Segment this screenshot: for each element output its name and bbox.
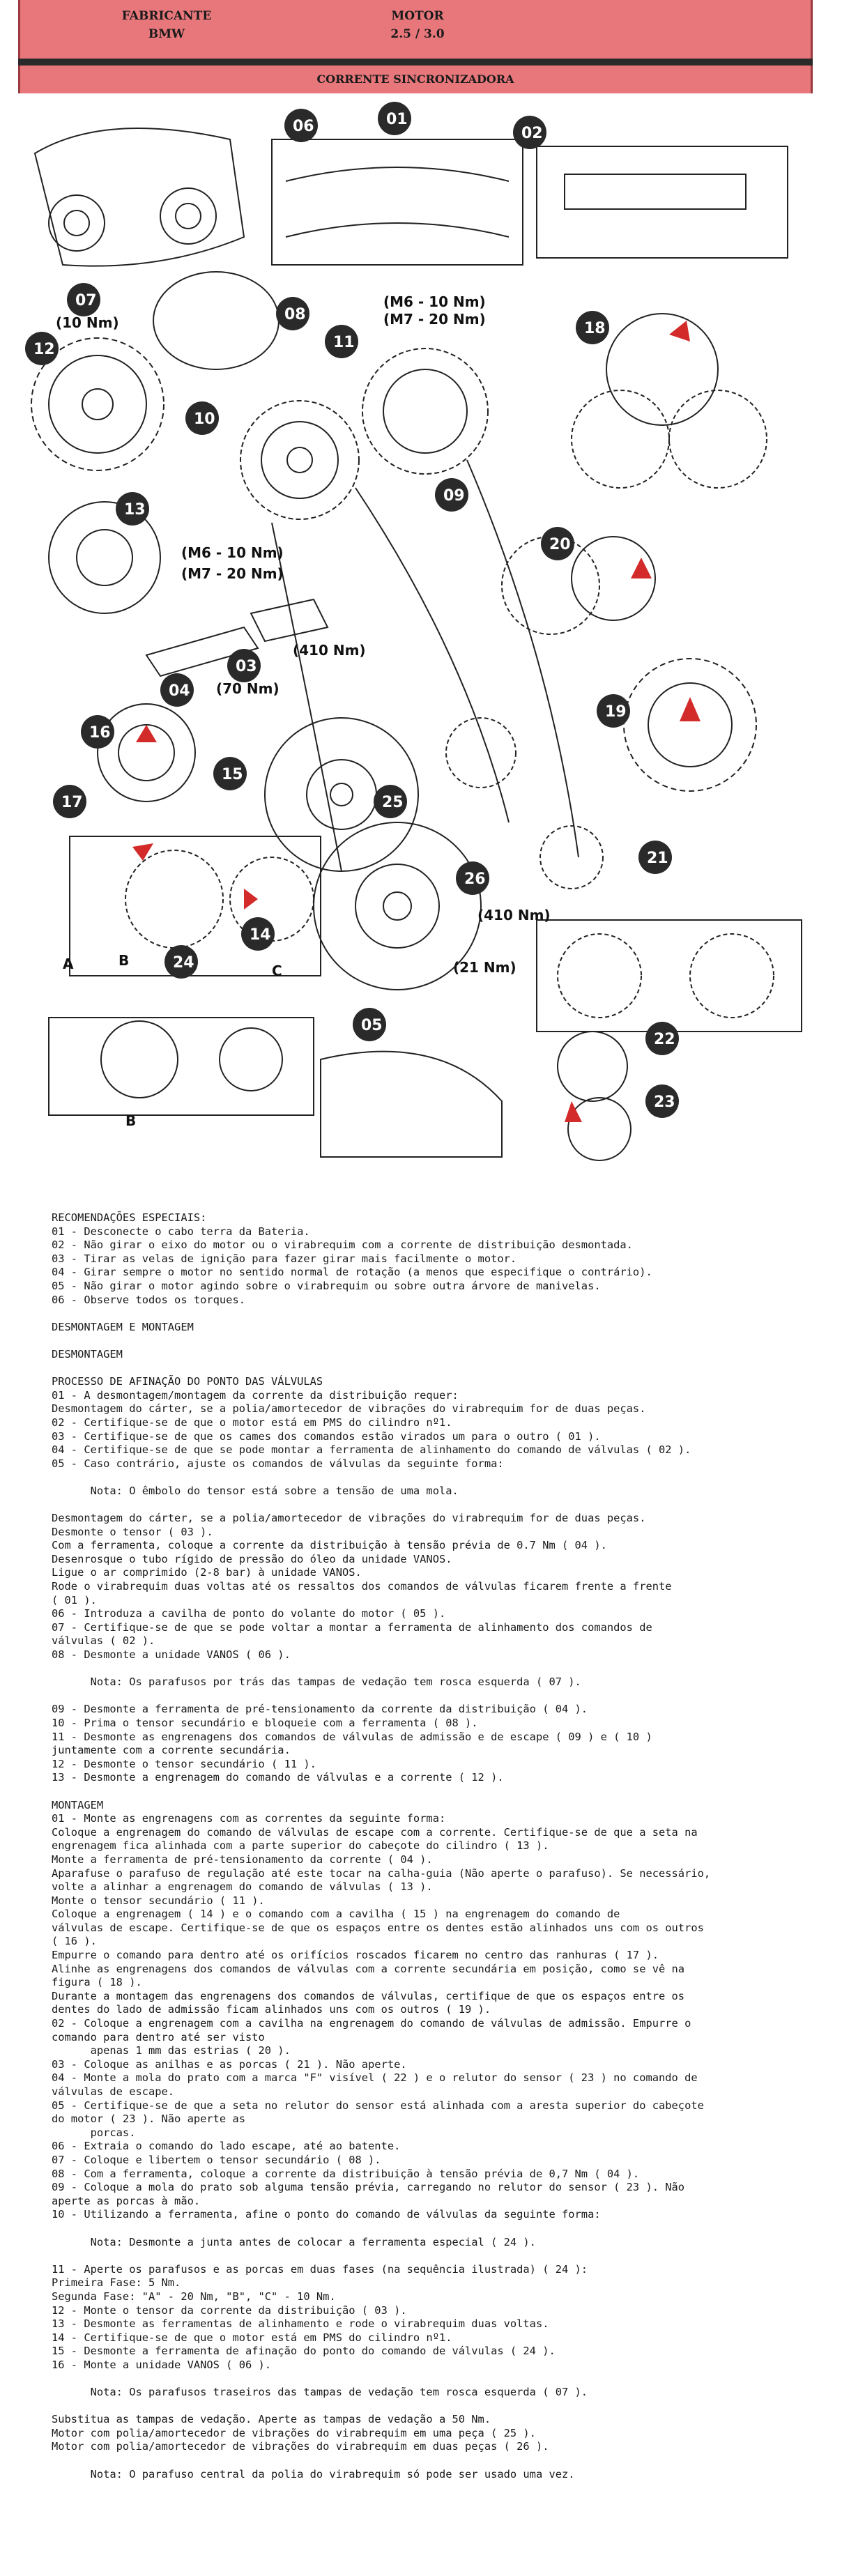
callout-01	[378, 102, 411, 135]
text-line: 01 - Monte as engrenagens com as correntes da seguinte forma:	[52, 1812, 446, 1825]
letter-b-bottom: B	[125, 1112, 137, 1129]
text-line	[52, 2222, 818, 2236]
text-line: 03 - Coloque as anilhas e as porcas ( 21 ). Não aperte.	[52, 2057, 407, 2071]
callout-04	[160, 673, 194, 707]
text-line: 01 - A desmontagem/montagem da corrente da distribuição requer:	[52, 1388, 459, 1402]
text-line	[52, 2249, 818, 2263]
callout-03	[227, 649, 261, 682]
svg-text:15: 15	[222, 766, 243, 783]
callout-15	[213, 757, 247, 790]
callout-18	[576, 311, 609, 344]
text-line: PROCESSO DE AFINAÇÃO DO PONTO DAS VÁLVULAS	[52, 1375, 323, 1388]
text-line: Motor com polia/amortecedor de vibrações do virabrequim em uma peça ( 25 ).	[52, 2426, 536, 2439]
text-line: Desmontagem do cárter, se a polia/amortecedor de vibrações do virabrequim for de duas peças.	[52, 1512, 646, 1525]
callout-12	[25, 332, 59, 365]
text-line: Coloque a engrenagem do comando de válvulas de escape com a corrente. Certifique-se de que a seta na	[52, 1825, 698, 1839]
text-line: 04 - Girar sempre o motor no sentido normal de rotação (a menos que especifique o contrário).	[52, 1266, 652, 1279]
text-line: comando para dentro até ser visto	[52, 2030, 265, 2044]
manufacturer-value: BMW	[148, 27, 185, 41]
text-line: Com a ferramenta, coloque a corrente da distribuição à tensão prévia de 0.7 Nm ( 04 ).	[52, 1539, 607, 1552]
svg-text:18: 18	[584, 320, 606, 337]
svg-text:23: 23	[654, 1094, 675, 1111]
text-line: 11 - Desmonte as engrenagens dos comandos de válvulas de admissão e de escape ( 09 ) e ( 10 )	[52, 1730, 652, 1743]
svg-text:04: 04	[169, 682, 190, 700]
text-line: 09 - Desmonte a ferramenta de pré-tensionamento da corrente da distribuição ( 04 ).	[52, 1703, 588, 1716]
text-line: DESMONTAGEM E MONTAGEM	[52, 1320, 194, 1333]
timing-chain-diagram	[21, 98, 816, 1171]
text-line: Nota: Os parafusos por trás das tampas de vedação tem rosca esquerda ( 07 ).	[52, 1676, 581, 1689]
text-line: 09 - Coloque a mola do prato sob alguma tensão prévia, carregando no relutor do sensor ( 23 ). Não	[52, 2181, 685, 2194]
text-line	[52, 1471, 818, 1485]
svg-text:19: 19	[605, 703, 627, 721]
text-line: 05 - Certifique-se de que a seta no relutor do sensor está alinhada com a aresta superior do cabeçote	[52, 2099, 704, 2112]
text-line: Nota: Os parafusos traseiros das tampas de vedação tem rosca esquerda ( 07 ).	[52, 2386, 588, 2399]
text-line: 02 - Coloque a engrenagem com a cavilha na engrenagem do comando de válvulas de admissão. Empurre o	[52, 2017, 691, 2030]
text-line: 16 - Monte a unidade VANOS ( 06 ).	[52, 2358, 272, 2371]
svg-text:24: 24	[173, 954, 194, 972]
text-line: Substitua as tampas de vedação. Aperte as tampas de vedação a 50 Nm.	[52, 2413, 491, 2426]
text-line: engrenagem fica alinhada com a parte superior do cabeçote do cilindro ( 13 ).	[52, 1839, 549, 1853]
text-line: apenas 1 mm das estrias ( 20 ).	[52, 2044, 291, 2057]
text-line: Alinhe as engrenagens dos comandos de válvulas com a corrente secundária em posição, como se vê na	[52, 1962, 685, 1975]
text-line: Durante a montagem das engrenagens dos comandos de válvulas, certifique de que os espaços entre os	[52, 1989, 685, 2002]
callout-05	[353, 1008, 386, 1041]
text-line: Ligue o ar comprimido (2-8 bar) à unidade VANOS.	[52, 1566, 362, 1579]
text-line: 14 - Certifique-se de que o motor está em PMS do cilindro nº1.	[52, 2331, 452, 2344]
svg-text:21: 21	[647, 850, 668, 867]
text-line: juntamente com a corrente secundária.	[52, 1744, 291, 1757]
callout-19	[597, 694, 630, 728]
text-line: 06 - Extraia o comando do lado escape, até ao batente.	[52, 2140, 401, 2153]
torque-09-m6: (M6 - 10 Nm)	[383, 293, 486, 310]
callout-13	[116, 492, 149, 526]
text-line: porcas.	[52, 2126, 136, 2139]
text-line: 13 - Desmonte a engrenagem do comando de válvulas e a corrente ( 12 ).	[52, 1771, 504, 1784]
text-line: 07 - Certifique-se de que se pode voltar a montar a ferramenta de alinhamento dos comandos de	[52, 1620, 652, 1634]
text-line	[52, 1498, 818, 1512]
text-line: dentes do lado de admissão ficam alinhados uns com os outros ( 19 ).	[52, 2003, 491, 2016]
text-line: válvulas de escape.	[52, 2085, 175, 2098]
torque-07: (10 Nm)	[56, 314, 119, 331]
callout-22	[645, 1022, 679, 1055]
svg-text:07: 07	[75, 292, 97, 309]
text-line: Monte o tensor secundário ( 11 ).	[52, 1894, 265, 1907]
svg-text:12: 12	[33, 341, 55, 358]
text-line: 13 - Desmonte as ferramentas de alinhamento e rode o virabrequim duas voltas.	[52, 2317, 549, 2331]
text-line: ( 01 ).	[52, 1593, 97, 1607]
svg-text:13: 13	[124, 501, 146, 519]
text-line: 15 - Desmonte a ferramenta de afinação do ponto do comando de válvulas ( 24 ).	[52, 2345, 556, 2358]
text-line: 07 - Coloque e libertem o tensor secundário ( 08 ).	[52, 2153, 381, 2166]
text-line: Coloque a engrenagem ( 14 ) e o comando com a cavilha ( 15 ) na engrenagem do comando de	[52, 1908, 620, 1921]
text-line	[52, 1362, 818, 1376]
callout-09	[435, 478, 468, 512]
text-line: Desmontagem do cárter, se a polia/amortecedor de vibrações do virabrequim for de duas peças.	[52, 1402, 646, 1416]
callout-02	[513, 116, 546, 149]
text-line: Nota: Desmonte a junta antes de colocar a ferramenta especial ( 24 ).	[52, 2235, 536, 2248]
callout-20	[541, 527, 574, 560]
torque-03: (70 Nm)	[216, 680, 280, 697]
text-line	[52, 1785, 818, 1799]
text-line: válvulas de escape. Certifique-se de que os espaços entre os dentes estão alinhados uns com os outros	[52, 1921, 704, 1934]
text-line: 12 - Desmonte o tensor secundário ( 11 ).	[52, 1757, 316, 1770]
text-line: Aparafuse o parafuso de regulação até este tocar na calha-guia (Não aperte o parafuso). Se necessário,	[52, 1866, 711, 1880]
callout-16	[81, 715, 114, 749]
svg-text:05: 05	[361, 1017, 383, 1034]
text-line: Rode o virabrequim duas voltas até os ressaltos dos comandos de válvulas ficarem frente a frente	[52, 1580, 672, 1593]
torque-13-m6: (M6 - 10 Nm)	[181, 544, 284, 561]
text-line: Nota: O êmbolo do tensor está sobre a tensão de uma mola.	[52, 1484, 459, 1497]
svg-text:01: 01	[386, 111, 408, 128]
svg-text:09: 09	[443, 487, 465, 505]
svg-text:26: 26	[464, 871, 486, 888]
procedure-text	[52, 1211, 818, 2481]
letter-a: A	[63, 956, 74, 972]
svg-text:11: 11	[333, 334, 355, 351]
callout-08	[276, 297, 309, 330]
text-line: volte a alinhar a engrenagem do comando de válvulas ( 13 ).	[52, 1880, 433, 1894]
section-title: CORRENTE SINCRONIZADORA	[316, 72, 514, 86]
callout-06	[284, 109, 318, 142]
text-line: figura ( 18 ).	[52, 1976, 142, 1989]
text-line: 04 - Monte a mola do prato com a marca "F" visível ( 22 ) e o relutor do sensor ( 23 ) no comando de	[52, 2071, 698, 2085]
letter-c: C	[272, 963, 282, 979]
svg-text:16: 16	[89, 724, 111, 742]
callout-21	[638, 841, 672, 874]
text-line: Empurre o comando para dentro até os orifícios roscados ficarem no centro das ranhuras ( 17 ).	[52, 1949, 659, 1962]
svg-text:10: 10	[194, 411, 215, 428]
torque-25: (410 Nm)	[293, 642, 366, 659]
text-line: Primeira Fase: 5 Nm.	[52, 2276, 181, 2290]
callout-26	[456, 861, 489, 895]
text-line: 08 - Desmonte a unidade VANOS ( 06 ).	[52, 1648, 291, 1661]
text-line: 06 - Introduza a cavilha de ponto do volante do motor ( 05 ).	[52, 1607, 446, 1620]
text-line: 06 - Observe todos os torques.	[52, 1293, 245, 1306]
callout-14	[241, 917, 275, 951]
text-line: 08 - Com a ferramenta, coloque a corrente da distribuição à tensão prévia de 0,7 Nm ( 04 ).	[52, 2167, 640, 2180]
section-title-band	[18, 66, 813, 93]
text-line: 05 - Não girar o motor agindo sobre o virabrequim ou sobre outra árvore de manivelas.	[52, 1279, 601, 1292]
text-line: RECOMENDAÇÕES ESPECIAIS:	[52, 1211, 207, 1224]
callout-10	[185, 401, 219, 435]
svg-text:03: 03	[236, 658, 257, 675]
svg-text:22: 22	[654, 1031, 675, 1048]
header-band	[18, 0, 813, 59]
torque-13-m7: (M7 - 20 Nm)	[181, 565, 284, 582]
svg-text:17: 17	[61, 794, 83, 811]
text-line	[52, 2454, 818, 2468]
text-line: 10 - Utilizando a ferramenta, afine o ponto do comando de válvulas da seguinte forma:	[52, 2208, 601, 2221]
engine-label: MOTOR	[391, 9, 444, 23]
text-line	[52, 1689, 818, 1703]
manufacturer-label: FABRICANTE	[121, 9, 212, 23]
text-line: 04 - Certifique-se de que se pode montar a ferramenta de alinhamento do comando de válvulas ( 02 ).	[52, 1443, 691, 1457]
text-line: 02 - Não girar o eixo do motor ou o virabrequim com a corrente de distribuição desmontada.	[52, 1239, 633, 1252]
text-line: MONTAGEM	[52, 1798, 104, 1811]
text-line: Motor com polia/amortecedor de vibrações do virabrequim em duas peças ( 26 ).	[52, 2440, 549, 2453]
text-line: Nota: O parafuso central da polia do virabrequim só pode ser usado uma vez.	[52, 2467, 575, 2481]
text-line: 12 - Monte o tensor da corrente da distribuição ( 03 ).	[52, 2303, 407, 2317]
text-line	[52, 1662, 818, 1676]
text-line: 10 - Prima o tensor secundário e bloqueie com a ferramenta ( 08 ).	[52, 1716, 478, 1729]
text-line: ( 16 ).	[52, 1935, 97, 1948]
engine-cell	[285, 7, 550, 43]
header-divider	[18, 59, 813, 66]
callout-07	[67, 283, 100, 316]
svg-text:20: 20	[549, 536, 571, 553]
torque-09-m7: (M7 - 20 Nm)	[383, 311, 486, 328]
engine-value: 2.5 / 3.0	[390, 27, 445, 41]
svg-text:14: 14	[250, 926, 271, 944]
text-line: válvulas ( 02 ).	[52, 1634, 155, 1648]
text-line: 11 - Aperte os parafusos e as porcas em duas fases (na sequência ilustrada) ( 24 ):	[52, 2262, 588, 2276]
torque-26-bolts: (21 Nm)	[453, 959, 516, 976]
callout-24	[164, 945, 198, 979]
svg-text:06: 06	[293, 118, 314, 135]
svg-text:25: 25	[382, 794, 404, 811]
text-line: do motor ( 23 ). Não aperte as	[52, 2113, 245, 2126]
text-line	[52, 1334, 818, 1348]
svg-text:08: 08	[284, 306, 306, 323]
text-line: 03 - Certifique-se de que os cames dos comandos estão virados um para o outro ( 01 ).	[52, 1429, 601, 1443]
letter-b-top: B	[118, 952, 130, 969]
text-line: aperte as porcas à mão.	[52, 2194, 201, 2207]
text-line	[52, 2400, 818, 2414]
text-line	[52, 2372, 818, 2386]
text-line: 01 - Desconecte o cabo terra da Bateria.	[52, 1225, 310, 1238]
text-line: Desenrosque o tubo rígido de pressão do óleo da unidade VANOS.	[52, 1552, 452, 1565]
torque-26-center: (410 Nm)	[477, 907, 551, 923]
text-line: 05 - Caso contrário, ajuste os comandos de válvulas da seguinte forma:	[52, 1457, 504, 1470]
manufacturer-cell	[34, 7, 299, 43]
callout-17	[53, 785, 86, 818]
callout-23	[645, 1084, 679, 1118]
text-line: Desmonte o tensor ( 03 ).	[52, 1525, 213, 1538]
text-line: DESMONTAGEM	[52, 1347, 123, 1360]
callout-25	[374, 785, 407, 818]
text-line: 03 - Tirar as velas de ignição para fazer girar mais facilmente o motor.	[52, 1252, 517, 1265]
text-line: Segunda Fase: "A" - 20 Nm, "B", "C" - 10 Nm.	[52, 2290, 336, 2303]
callout-11	[325, 325, 358, 358]
text-line: 02 - Certifique-se de que o motor está em PMS do cilindro nº1.	[52, 1416, 452, 1429]
text-line: Monte a ferramenta de pré-tensionamento da corrente ( 04 ).	[52, 1853, 433, 1866]
text-line	[52, 1307, 818, 1321]
svg-text:02: 02	[521, 125, 543, 142]
